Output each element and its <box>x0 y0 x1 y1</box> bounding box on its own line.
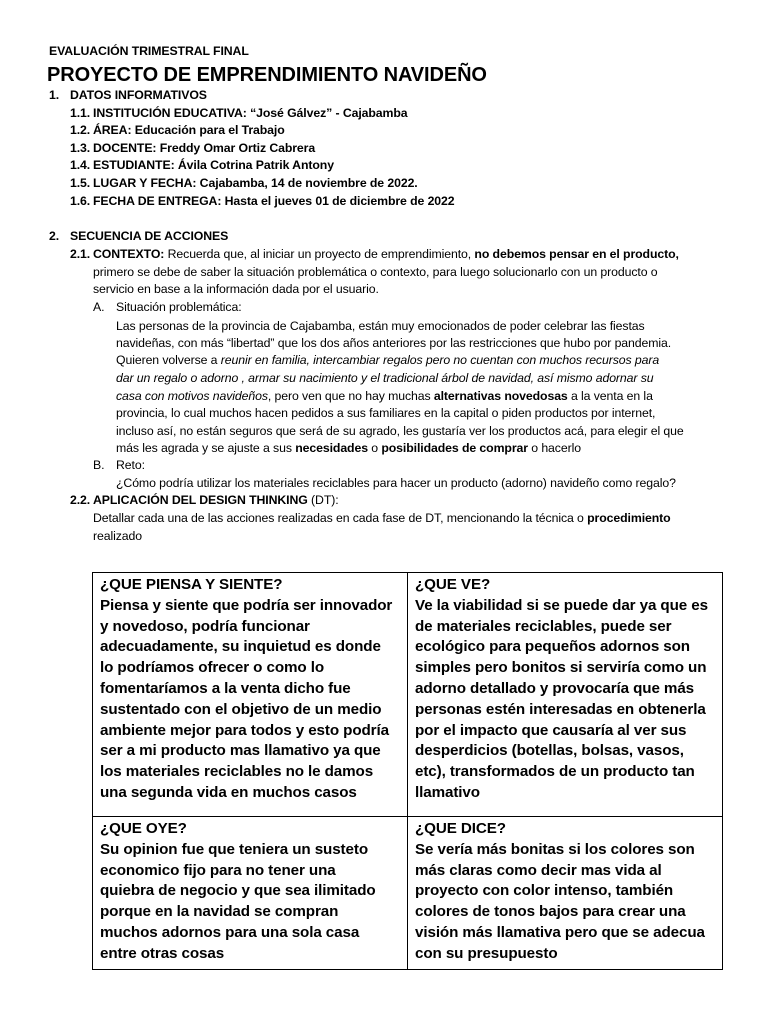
empathy-map-table <box>92 572 723 970</box>
info-lugar-fecha: LUGAR Y FECHA: Cajabamba, 14 de noviembre de 2022. <box>93 176 418 190</box>
cell-ve <box>408 573 723 817</box>
cell-line: proyecto con color intenso, también <box>415 882 674 900</box>
section2-number: 2. <box>49 229 60 243</box>
cell-line: colores de tonos bajos para crear una <box>415 903 686 921</box>
info-area: ÁREA: Educación para el Trabajo <box>93 123 285 137</box>
cell-line: economico fijo para no tener una <box>100 861 336 879</box>
section2-title: SECUENCIA DE ACCIONES <box>70 229 229 243</box>
reto-letter: B. <box>93 458 105 472</box>
contexto-line1: CONTEXTO: Recuerda que, al iniciar un proyecto de emprendimiento, no debemos pensar en el producto, <box>93 247 679 261</box>
cell-line: adorno detallado y provocaría que más <box>415 679 695 697</box>
cell-line: los materiales reciclables no le damos <box>100 763 374 781</box>
info-item-number: 1.5. <box>70 176 91 190</box>
situacion-text: dar un regalo o adorno , armar su nacimiento y el tradicional árbol de navidad, así mismo adornar su <box>116 371 654 385</box>
cell-line: una segunda vida en muchos casos <box>100 783 357 801</box>
section1-number: 1. <box>49 88 60 102</box>
cell-line: por el impacto que causaría al ver sus <box>415 721 687 739</box>
cell-line: de materiales reciclables, puede ser <box>415 617 672 635</box>
contexto-line2: primero se debe de saber la situación problemática o contexto, para luego solucionarlo con un producto o <box>93 265 658 279</box>
cell-line: Ve la viabilidad si se puede dar ya que es <box>415 596 708 614</box>
situacion-text: Quieren volverse a reunir en familia, intercambiar regalos pero no cuentan con muchos recursos para <box>116 353 660 367</box>
contexto-line3: servicio en base a la información dada por el usuario. <box>93 282 379 296</box>
cell-line: simples pero bonitos si serviría como un <box>415 659 707 677</box>
cell-line: con su presupuesto <box>415 944 558 962</box>
cell-line: Su opinion fue que teniera un susteto <box>100 840 368 858</box>
cell-heading: ¿QUE OYE? <box>100 820 187 837</box>
cell-line: visión más llamativa pero que se adecua <box>415 923 705 941</box>
situacion-text: navideñas, con más “libertad” que los dos años anteriores por las restricciones que hubo por pandemia. <box>116 336 672 350</box>
situacion-label: Situación problemática: <box>116 300 242 314</box>
project-title: PROYECTO DE EMPRENDIMIENTO NAVIDEÑO <box>47 64 487 86</box>
info-docente: DOCENTE: Freddy Omar Ortiz Cabrera <box>93 141 316 155</box>
design-description-end: realizado <box>93 529 143 543</box>
design-description: Detallar cada una de las acciones realizadas en cada fase de DT, mencionando la técnica o procedimiento <box>93 511 671 525</box>
reto-label: Reto: <box>116 458 145 472</box>
cell-line: entre otras cosas <box>100 944 225 962</box>
cell-line: más claras como decir mas vida al <box>415 861 662 879</box>
cell-line: adecuadamente, su inquietud es donde <box>100 638 381 656</box>
table-row <box>93 817 723 970</box>
cell-line: porque en la navidad se compran <box>100 903 339 921</box>
reto-text: ¿Cómo podría utilizar los materiales reciclables para hacer un producto (adorno) navideño como regalo? <box>116 476 676 490</box>
contexto-label: CONTEXTO: <box>93 247 165 261</box>
cell-piensa-siente <box>93 573 408 817</box>
cell-line: fomentaríamos a la venta dicho fue <box>100 679 351 697</box>
info-item-number: 1.6. <box>70 194 91 208</box>
info-item-number: 1.2. <box>70 123 91 137</box>
info-institucion: INSTITUCIÓN EDUCATIVA: “José Gálvez” - Cajabamba <box>93 106 408 120</box>
cell-line: personas estén interesadas en obtenerla <box>415 700 706 718</box>
section1-title: DATOS INFORMATIVOS <box>70 88 207 102</box>
cell-line: sustentado con el objetivo de un medio <box>100 700 382 718</box>
cell-dice <box>408 817 723 970</box>
contexto-number: 2.1. <box>70 247 91 261</box>
design-number: 2.2. <box>70 493 91 507</box>
evaluation-title: EVALUACIÓN TRIMESTRAL FINAL <box>49 44 249 58</box>
cell-line: etc), transformados de un producto tan <box>415 763 695 781</box>
cell-heading: ¿QUE VE? <box>415 576 491 593</box>
cell-line: quiebra de negocio y que sea ilimitado <box>100 882 376 900</box>
info-item-number: 1.3. <box>70 141 91 155</box>
situacion-text: Las personas de la provincia de Cajabamba, están muy emocionados de poder celebrar las fiestas <box>116 319 645 333</box>
design-title: APLICACIÓN DEL DESIGN THINKING (DT): <box>93 493 339 507</box>
cell-line: llamativo <box>415 783 480 801</box>
cell-line: Piensa y siente que podría ser innovador <box>100 596 393 614</box>
situacion-letter: A. <box>93 300 105 314</box>
situacion-text: provincia, lo cual muchos hacen pedidos a sus familiares en la capital o piden productos por internet, <box>116 406 656 420</box>
cell-line: desperdicios (botellas, bolsas, vasos, <box>415 742 684 760</box>
cell-line: muchos adornos para una sola casa <box>100 923 360 941</box>
cell-line: ecológico para pequeños adornos son <box>415 638 690 656</box>
info-fecha-entrega: FECHA DE ENTREGA: Hasta el jueves 01 de diciembre de 2022 <box>93 194 455 208</box>
cell-heading: ¿QUE PIENSA Y SIENTE? <box>100 576 283 593</box>
cell-line: ser a mi producto mas llamativo ya que <box>100 742 381 760</box>
situacion-text: casa con motivos navideños, pero ven que no hay muchas alternativas novedosas a la venta en la <box>116 389 653 403</box>
situacion-text: incluso así, no están seguros que será de su agrado, les gustaría ver los productos acá, para elegir el que <box>116 424 684 438</box>
cell-line: lo podríamos ofrecer o como lo <box>100 659 325 677</box>
cell-line: y novedoso, podría funcionar <box>100 617 310 635</box>
cell-line: Se vería más bonitas si los colores son <box>415 840 695 858</box>
situacion-text: más les agrada y se ajuste a sus necesidades o posibilidades de comprar o hacerlo <box>116 441 581 455</box>
cell-oye <box>93 817 408 970</box>
info-item-number: 1.4. <box>70 158 91 172</box>
cell-line: ambiente mejor para todos y esto podría <box>100 721 389 739</box>
table-row <box>93 573 723 817</box>
info-item-number: 1.1. <box>70 106 91 120</box>
cell-heading: ¿QUE DICE? <box>415 820 506 837</box>
info-estudiante: ESTUDIANTE: Ávila Cotrina Patrik Antony <box>93 158 334 172</box>
